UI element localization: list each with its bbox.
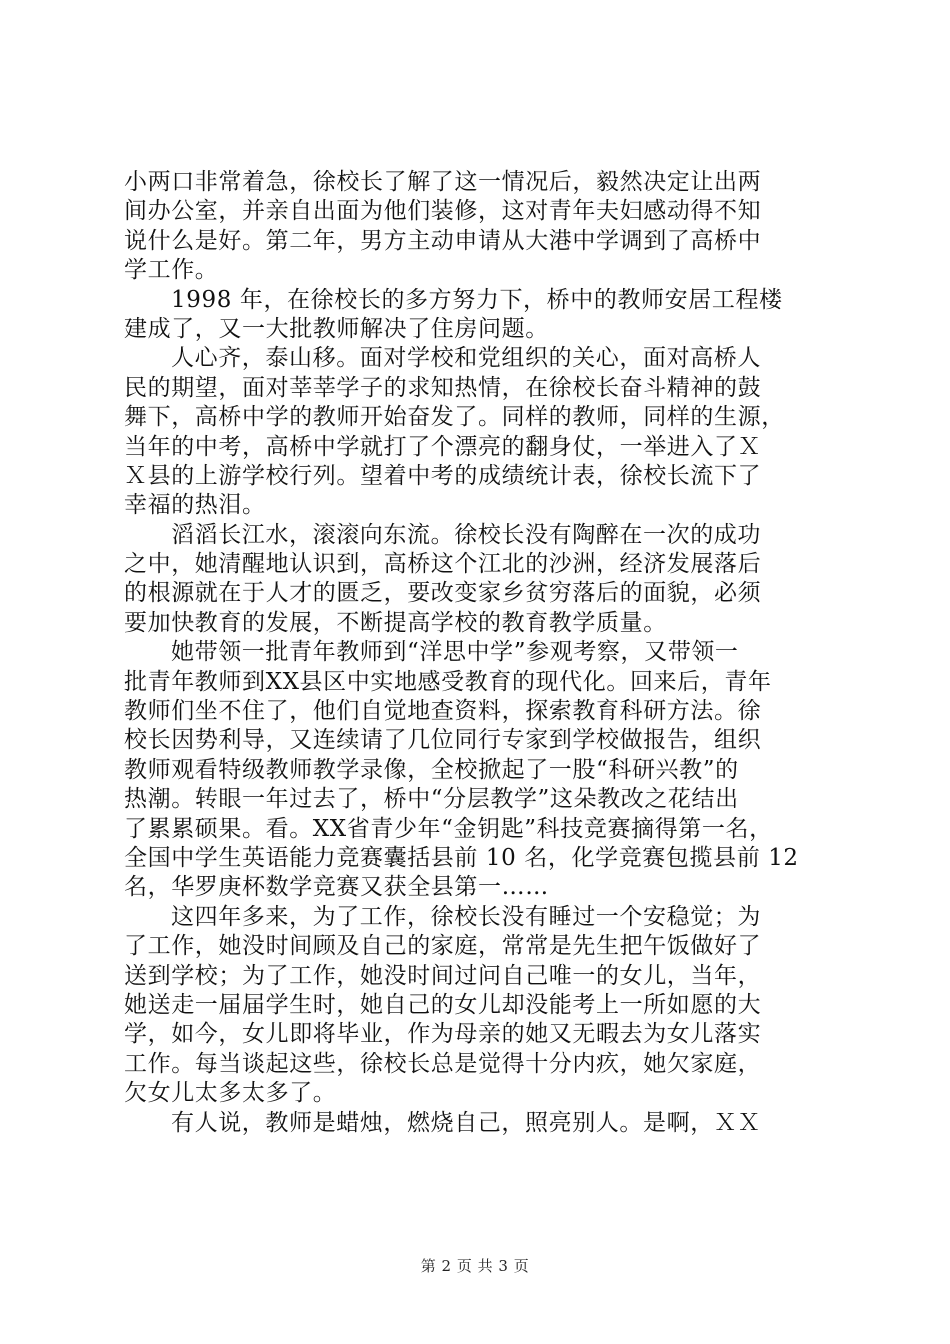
text-line: 1998 年，在徐校长的多方努力下，桥中的教师安居工程楼	[171, 286, 783, 313]
text-line: 校长因势利导，又连续请了几位同行专家到学校做报告，组织	[124, 727, 762, 754]
paragraph	[124, 638, 830, 903]
text-line: 工作。每当谈起这些，徐校长总是觉得十分内疚，她欠家庭，	[124, 1050, 762, 1077]
page-number: 第 2 页 共 3 页	[420, 1257, 530, 1275]
text-line: 她送走一届届学生时，她自己的女儿却没能考上一所如愿的大	[124, 991, 762, 1018]
text-line: 之中，她清醒地认识到，高桥这个江北的沙洲，经济发展落后	[124, 551, 762, 578]
text-line: 名，华罗庚杯数学竞赛又获全县第一……	[124, 874, 549, 901]
text-line: 教师们坐不住了，他们自觉地查资料，探索教育科研方法。徐	[124, 698, 762, 725]
text-line: 要加快教育的发展，不断提高学校的教育教学质量。	[124, 609, 667, 636]
text-line: 学工作。	[124, 257, 219, 284]
text-line: 民的期望，面对莘莘学子的求知热情，在徐校长奋斗精神的鼓	[124, 374, 762, 401]
text-line: 小两口非常着急，徐校长了解了这一情况后，毅然决定让出两	[124, 169, 762, 195]
paragraph	[124, 903, 830, 1109]
text-line: 的根源就在于人才的匮乏，要改变家乡贫穷落后的面貌，必须	[124, 580, 762, 607]
text-line: 了工作，她没时间顾及自己的家庭，常常是先生把午饭做好了	[124, 933, 762, 960]
paragraph	[124, 168, 830, 286]
paragraph	[124, 521, 830, 639]
paragraph	[124, 1109, 830, 1138]
paragraph	[124, 286, 830, 345]
text-line: 教师观看特级教师教学录像，全校掀起了一股“科研兴教”的	[124, 756, 739, 783]
text-line: 人心齐，泰山移。面对学校和党组织的关心，面对高桥人	[171, 345, 761, 372]
text-line: 幸福的热泪。	[124, 492, 266, 519]
text-line: 欠女儿太多太多了。	[124, 1080, 337, 1107]
text-line: 了累累硕果。看。XX省青少年“金钥匙”科技竞赛摘得第一名，	[124, 815, 773, 842]
text-line: 她带领一批青年教师到“洋思中学”参观考察，又带领一	[171, 639, 739, 666]
text-line: 热潮。转眼一年过去了，桥中“分层教学”这朵教改之花结出	[124, 786, 739, 813]
text-line: 当年的中考，高桥中学就打了个漂亮的翻身仗，一举进入了Ｘ	[124, 433, 762, 460]
text-line: 批青年教师到XX县区中实地感受教育的现代化。回来后，青年	[124, 668, 772, 695]
text-line: 有人说，教师是蜡烛，燃烧自己，照亮别人。是啊，ＸＸ	[171, 1109, 761, 1136]
text-line: 滔滔长江水，滚滚向东流。徐校长没有陶醉在一次的成功	[171, 521, 761, 548]
text-line: 送到学校；为了工作，她没时间过问自己唯一的女儿，当年，	[124, 962, 762, 989]
text-line: 舞下，高桥中学的教师开始奋发了。同样的教师，同样的生源，	[124, 404, 785, 431]
paragraph	[124, 344, 830, 520]
text-line: 说什么是好。第二年，男方主动申请从大港中学调到了高桥中	[124, 227, 762, 254]
text-line: Ｘ县的上游学校行列。望着中考的成绩统计表，徐校长流下了	[124, 462, 762, 489]
body-text	[124, 168, 830, 1138]
text-line: 间办公室，并亲自出面为他们装修，这对青年夫妇感动得不知	[124, 198, 762, 225]
text-line: 这四年多来，为了工作，徐校长没有睡过一个安稳觉；为	[171, 903, 761, 930]
text-line: 学，如今，女儿即将毕业，作为母亲的她又无暇去为女儿落实	[124, 1021, 762, 1048]
text-line: 全国中学生英语能力竞赛囊括县前 10 名，化学竞赛包揽县前 12	[124, 844, 799, 871]
text-line: 建成了，又一大批教师解决了住房问题。	[124, 315, 549, 342]
page-footer	[0, 1255, 950, 1276]
